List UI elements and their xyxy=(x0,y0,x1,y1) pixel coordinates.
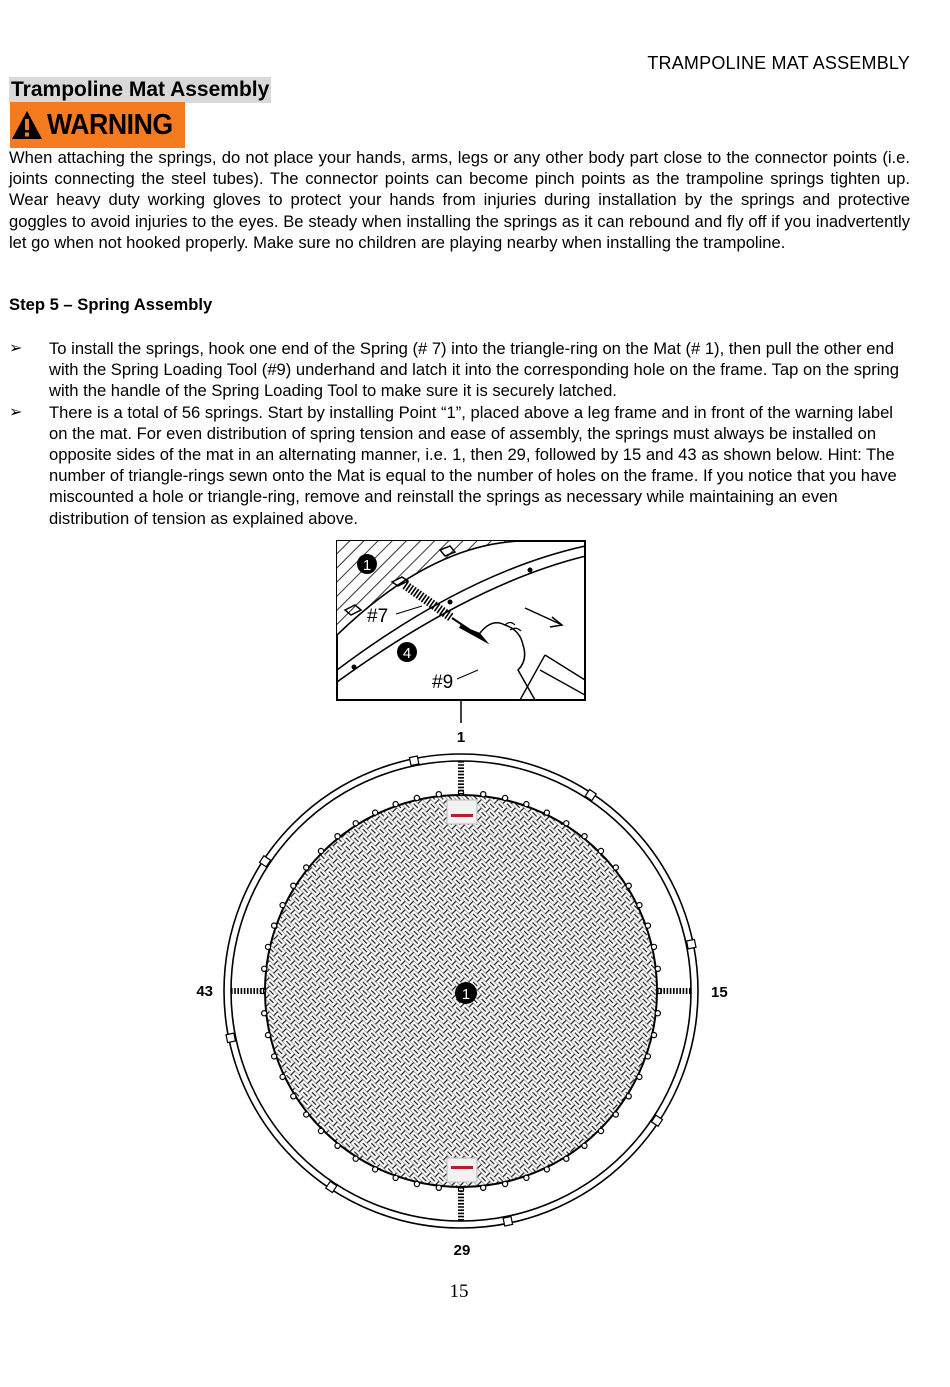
triangle-ring xyxy=(524,1175,529,1180)
triangle-ring xyxy=(503,795,508,800)
triangle-ring xyxy=(335,1143,340,1148)
center-callout: 1 xyxy=(461,986,471,1003)
triangle-ring xyxy=(524,802,529,807)
triangle-ring xyxy=(613,865,618,870)
list-item-text: There is a total of 56 springs. Start by installing Point “1”, placed above a leg frame and in front of the warning label on the mat. For even distribution of spring tension and ease of assembly, the springs must always be installed on opposite sides of the mat in an alternating manner, i.e. 1, then 29, followed by 15 and 43 as shown below. Hint: The number of triangle-rings sewn onto the Mat is equal to the number of holes on the frame. If you notice that you have miscounted a hole or triangle-ring, remove and reinstall the springs as necessary while maintaining an even distribution of tension as explained above. xyxy=(49,402,897,528)
list-item-text: To install the springs, hook one end of the Spring (# 7) into the triangle-ring on the Mat (# 1), then pull the other end with the Spring Loading Tool (#9) underhand and latch it into the corresponding hole on the frame. Tap on the spring with the handle of the Spring Loading Tool to make sure it is securely latched. xyxy=(49,339,899,401)
triangle-ring xyxy=(544,810,549,815)
frame-tab xyxy=(409,756,418,765)
triangle-ring xyxy=(651,1033,656,1038)
triangle-ring xyxy=(318,1128,323,1133)
triangle-ring xyxy=(613,1112,618,1117)
triangle-ring xyxy=(626,883,631,888)
triangle-ring xyxy=(637,1074,642,1079)
frame-tab xyxy=(687,939,696,948)
instruction-list xyxy=(9,338,910,529)
triangle-ring xyxy=(304,1112,309,1117)
triangle-ring xyxy=(272,1054,277,1059)
section-title: Trampoline Mat Assembly xyxy=(11,78,270,101)
tool-label: #9 xyxy=(432,672,454,693)
mat-callout: 1 xyxy=(362,557,372,574)
triangle-ring xyxy=(393,802,398,807)
running-header: TRAMPOLINE MAT ASSEMBLY xyxy=(647,53,910,73)
triangle-ring xyxy=(651,944,656,949)
warning-badge xyxy=(10,102,185,148)
spring-label: #7 xyxy=(367,606,389,627)
triangle-ring xyxy=(481,1185,486,1190)
triangle-ring xyxy=(481,792,486,797)
triangle-ring xyxy=(544,1167,549,1172)
triangle-ring xyxy=(598,848,603,853)
arrow-bullet-icon: ➢ xyxy=(9,403,23,421)
triangle-ring xyxy=(655,1011,660,1016)
triangle-ring xyxy=(353,821,358,826)
triangle-ring xyxy=(645,923,650,928)
point-label-29: 29 xyxy=(453,1242,471,1259)
triangle-ring xyxy=(582,834,587,839)
trampoline-top-view xyxy=(224,754,698,1228)
triangle-ring xyxy=(265,1033,270,1038)
triangle-ring xyxy=(582,1143,587,1148)
point-label-1: 1 xyxy=(456,729,466,746)
triangle-ring xyxy=(262,966,267,971)
point-label-15: 15 xyxy=(711,984,728,1001)
list-item xyxy=(9,338,910,402)
triangle-ring xyxy=(626,1094,631,1099)
triangle-ring xyxy=(373,810,378,815)
triangle-ring xyxy=(564,1156,569,1161)
triangle-ring xyxy=(280,1074,285,1079)
triangle-ring xyxy=(280,903,285,908)
triangle-ring xyxy=(414,1181,419,1186)
triangle-ring xyxy=(318,848,323,853)
triangle-ring xyxy=(503,1181,508,1186)
triangle-ring xyxy=(291,883,296,888)
triangle-ring xyxy=(353,1156,358,1161)
frame-tab xyxy=(226,1033,235,1042)
warning-label: WARNING xyxy=(47,108,173,141)
detail-inset xyxy=(337,541,590,700)
triangle-ring xyxy=(436,1185,441,1190)
triangle-ring xyxy=(564,821,569,826)
warning-triangle-icon xyxy=(11,110,43,140)
spring-assembly-diagram xyxy=(0,530,950,1270)
triangle-ring xyxy=(272,923,277,928)
triangle-ring xyxy=(598,1128,603,1133)
triangle-ring xyxy=(393,1175,398,1180)
warning-text: When attaching the springs, do not place your hands, arms, legs or any other body part close to the connector points (i.e. joints connecting the steel tubes). The connector points can become pinch points as the trampoline springs tighten up. Wear heavy duty working gloves to protect your hands from injuries during installation by the springs and protective goggles to avoid injuries to the eyes. Be steady when installing the springs as it can rebound and fly off if you inadvertently let go when not hooked properly. Make sure no children are playing nearby when installing the trampoline. xyxy=(9,148,910,252)
triangle-ring xyxy=(655,966,660,971)
triangle-ring xyxy=(637,903,642,908)
triangle-ring xyxy=(436,792,441,797)
arrow-bullet-icon: ➢ xyxy=(9,340,23,357)
triangle-ring xyxy=(265,944,270,949)
triangle-ring xyxy=(645,1054,650,1059)
triangle-ring xyxy=(262,1011,267,1016)
step-heading: Step 5 – Spring Assembly xyxy=(9,295,213,314)
triangle-ring xyxy=(414,795,419,800)
triangle-ring xyxy=(335,834,340,839)
page-number: 15 xyxy=(449,1281,469,1302)
triangle-ring xyxy=(291,1094,296,1099)
list-item xyxy=(9,402,910,529)
frame-tab xyxy=(503,1217,512,1226)
frame-callout: 4 xyxy=(402,645,412,662)
point-label-43: 43 xyxy=(196,983,213,1000)
triangle-ring xyxy=(304,865,309,870)
triangle-ring xyxy=(373,1167,378,1172)
